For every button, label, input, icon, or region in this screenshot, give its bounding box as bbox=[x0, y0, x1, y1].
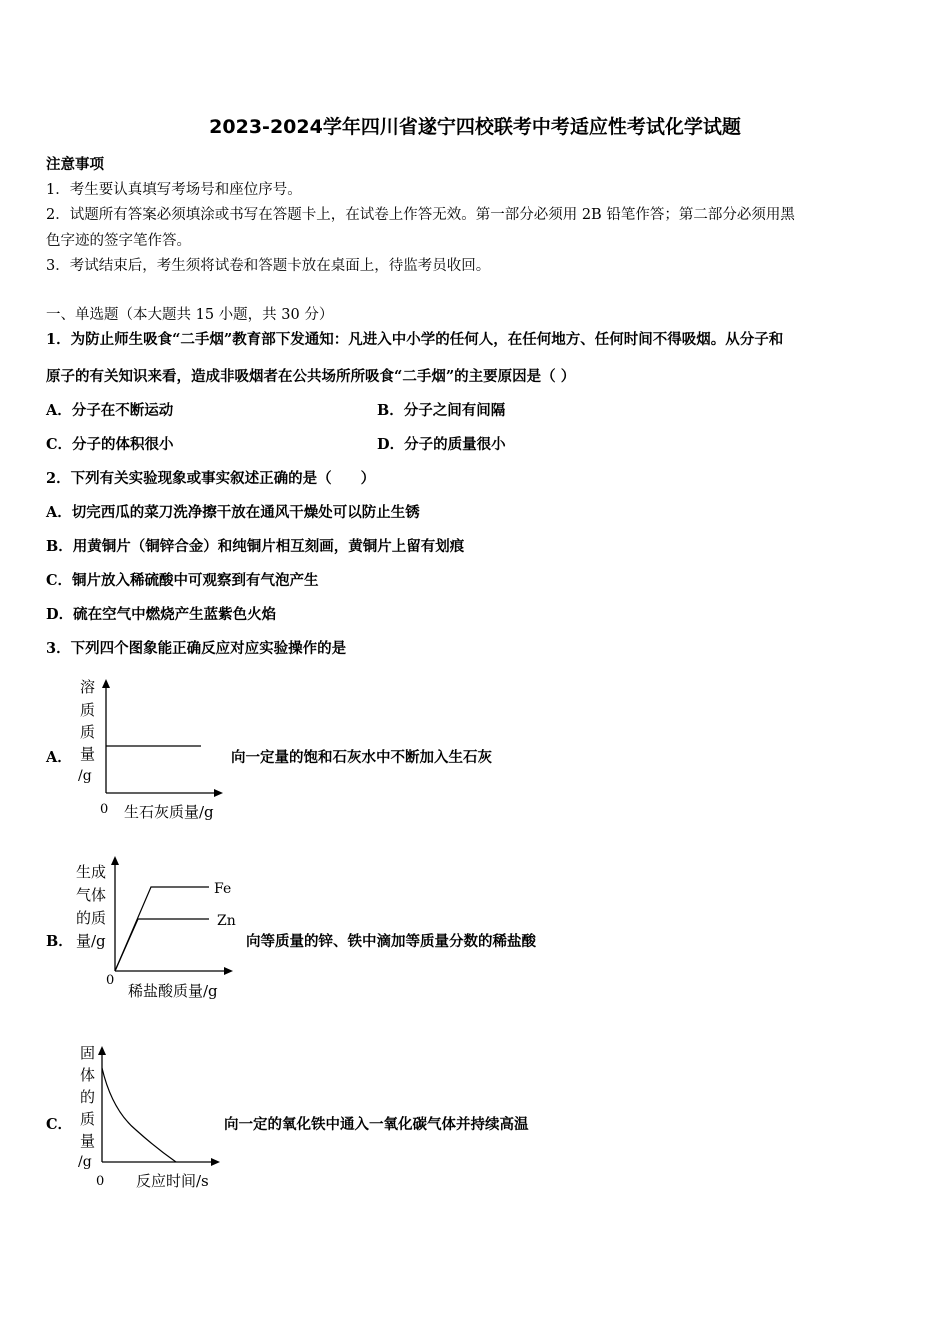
graph-c-x-arrow bbox=[211, 1158, 220, 1166]
graph-c-xlabel: 反应时间/s bbox=[136, 1172, 209, 1190]
question-3-option-c-desc: 向一定的氧化铁中通入一氧化碳气体并持续高温 bbox=[224, 1116, 529, 1133]
graph-b-zn-curve bbox=[115, 919, 209, 971]
graph-b bbox=[72, 850, 244, 1004]
graph-a-ylabel: 量 bbox=[80, 745, 96, 763]
graph-c-ylabel: /g bbox=[78, 1154, 92, 1170]
graph-a-x-arrow bbox=[214, 789, 223, 797]
graph-b-xlabel: 稀盐酸质量/g bbox=[128, 982, 218, 1000]
question-2-option-d: D．硫在空气中燃烧产生蓝紫色火焰 bbox=[46, 606, 277, 623]
graph-c-ylabel: 体 bbox=[80, 1066, 96, 1084]
page-title: 2023-2024学年四川省遂宁四校联考中考适应性考试化学试题 bbox=[209, 116, 741, 138]
graph-b-ylabel: 量/g bbox=[76, 932, 106, 950]
question-3-option-a-desc: 向一定量的饱和石灰水中不断加入生石灰 bbox=[231, 749, 492, 766]
graph-a-origin: 0 bbox=[100, 802, 109, 817]
question-1-option-a: A．分子在不断运动 bbox=[46, 402, 174, 419]
graph-c-ylabel: 的 bbox=[80, 1088, 96, 1106]
question-1-line-1: 1．为防止师生吸食“二手烟”教育部下发通知：凡进入中小学的任何人，在任何地方、任何时间不得吸烟。从分子和 bbox=[46, 331, 784, 348]
graph-a-ylabel: /g bbox=[78, 768, 92, 784]
question-3-option-a-letter: A． bbox=[46, 749, 72, 766]
question-2-option-b: B．用黄铜片（铜锌合金）和纯铜片相互刻画，黄铜片上留有划痕 bbox=[46, 538, 465, 555]
notice-item: 3．考试结束后，考生须将试卷和答题卡放在桌面上，待监考员收回。 bbox=[46, 258, 491, 274]
question-1-option-d: D．分子的质量很小 bbox=[377, 436, 506, 453]
question-2-option-a: A．切完西瓜的菜刀洗净擦干放在通风干燥处可以防止生锈 bbox=[46, 504, 420, 521]
graph-b-y-arrow bbox=[111, 856, 119, 865]
section-heading: 一、单选题（本大题共 15 小题，共 30 分） bbox=[46, 307, 334, 323]
graph-b-ylabel: 气体 bbox=[76, 886, 107, 904]
graph-c-ylabel: 固 bbox=[80, 1044, 96, 1062]
graph-b-x-arrow bbox=[224, 967, 233, 975]
graph-a-ylabel: 质 bbox=[80, 701, 96, 719]
question-3-option-b-letter: B． bbox=[46, 933, 73, 950]
graph-b-ylabel: 的质 bbox=[76, 909, 107, 927]
graph-b-ylabel: 生成 bbox=[76, 863, 107, 881]
graph-c-ylabel: 量 bbox=[80, 1132, 96, 1150]
question-1-option-b: B．分子之间有间隔 bbox=[377, 402, 506, 419]
question-3-option-c-letter: C． bbox=[46, 1116, 73, 1133]
graph-b-series-label: Zn bbox=[217, 913, 236, 929]
graph-a-y-arrow bbox=[102, 679, 110, 688]
graph-b-series-label: Fe bbox=[214, 881, 232, 897]
graph-a bbox=[70, 672, 240, 824]
notice-heading: 注意事项 bbox=[46, 156, 104, 173]
question-2-option-c: C．铜片放入稀硫酸中可观察到有气泡产生 bbox=[46, 572, 319, 589]
question-1-line-2: 原子的有关知识来看，造成非吸烟者在公共场所所吸食“二手烟”的主要原因是（ ） bbox=[46, 368, 576, 385]
graph-c-origin: 0 bbox=[96, 1174, 105, 1189]
notice-item: 2．试题所有答案必须填涂或书写在答题卡上，在试卷上作答无效。第一部分必须用 2B 铅笔作答；第二部分必须用黑 bbox=[46, 207, 795, 223]
graph-c bbox=[70, 1038, 230, 1194]
notice-item: 1．考生要认真填写考场号和座位序号。 bbox=[46, 182, 302, 198]
graph-a-xlabel: 生石灰质量/g bbox=[124, 803, 214, 821]
graph-b-fe-curve bbox=[115, 887, 209, 971]
graph-b-origin: 0 bbox=[106, 973, 115, 988]
graph-c-ylabel: 质 bbox=[80, 1110, 96, 1128]
question-3-stem: 3．下列四个图象能正确反应对应实验操作的是 bbox=[46, 640, 347, 657]
question-2-stem: 2．下列有关实验现象或事实叙述正确的是（ ） bbox=[46, 470, 376, 487]
question-3-option-b-desc: 向等质量的锌、铁中滴加等质量分数的稀盐酸 bbox=[246, 933, 536, 950]
graph-a-ylabel: 质 bbox=[80, 723, 96, 741]
graph-c-curve bbox=[102, 1068, 176, 1162]
graph-c-y-arrow bbox=[98, 1046, 106, 1055]
question-1-option-c: C．分子的体积很小 bbox=[46, 436, 174, 453]
notice-item: 色字迹的签字笔作答。 bbox=[46, 233, 191, 249]
graph-a-ylabel: 溶 bbox=[80, 678, 96, 696]
